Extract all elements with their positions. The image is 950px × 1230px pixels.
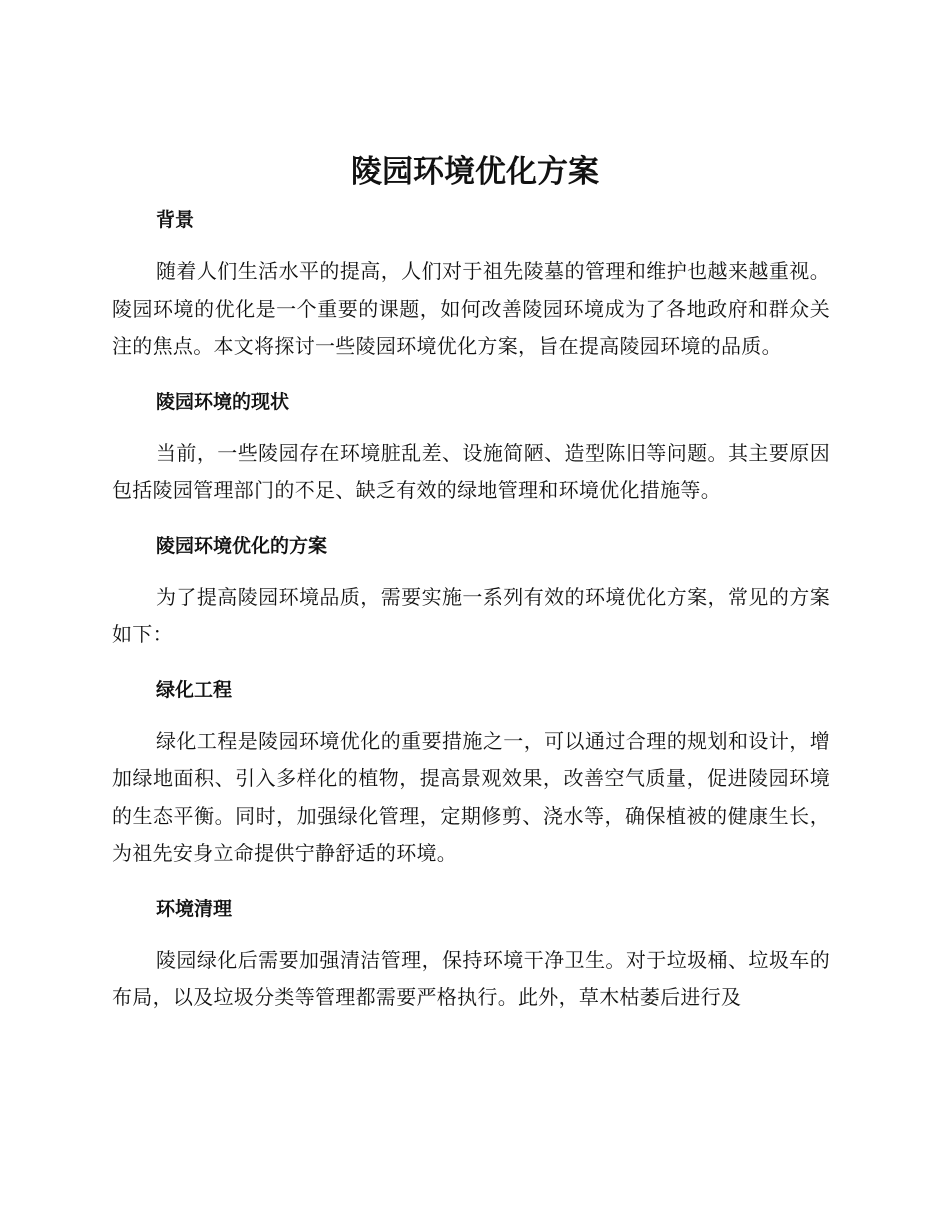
document-title: 陵园环境优化方案 (351, 154, 599, 190)
document-body (112, 200, 830, 1017)
section-optimization-plan (112, 526, 830, 670)
section-heading: 陵园环境优化的方案 (156, 534, 328, 557)
section-environment-cleanup (112, 889, 830, 1017)
section-heading: 环境清理 (156, 897, 233, 920)
section-heading: 绿化工程 (156, 678, 233, 701)
section-heading: 背景 (156, 209, 195, 231)
section-background (112, 200, 830, 382)
section-paragraph: 陵园绿化后需要加强清洁管理，保持环境干净卫生。对于垃圾桶、垃圾车的布局，以及垃圾分类等管理都需要严格执行。此外，草木枯萎后进行及 (112, 947, 830, 1009)
section-paragraph: 为了提高陵园环境品质，需要实施一系列有效的环境优化方案，常见的方案如下： (112, 584, 830, 646)
section-paragraph: 随着人们生活水平的提高，人们对于祖先陵墓的管理和维护也越来越重视。陵园环境的优化是一个重要的课题，如何改善陵园环境成为了各地政府和群众关注的焦点。本文将探讨一些陵园环境优化方案，旨在提高陵园环境的品质。 (112, 259, 830, 358)
section-greening-project (112, 670, 830, 889)
section-heading: 陵园环境的现状 (156, 390, 290, 413)
section-paragraph: 当前，一些陵园存在环境脏乱差、设施简陋、造型陈旧等问题。其主要原因包括陵园管理部门的不足、缺乏有效的绿地管理和环境优化措施等。 (112, 440, 830, 502)
section-current-status (112, 382, 830, 526)
section-paragraph: 绿化工程是陵园环境优化的重要措施之一，可以通过合理的规划和设计，增加绿地面积、引入多样化的植物，提高景观效果，改善空气质量，促进陵园环境的生态平衡。同时，加强绿化管理，定期修剪、浇水等，确保植被的健康生长，为祖先安身立命提供宁静舒适的环境。 (112, 728, 830, 865)
